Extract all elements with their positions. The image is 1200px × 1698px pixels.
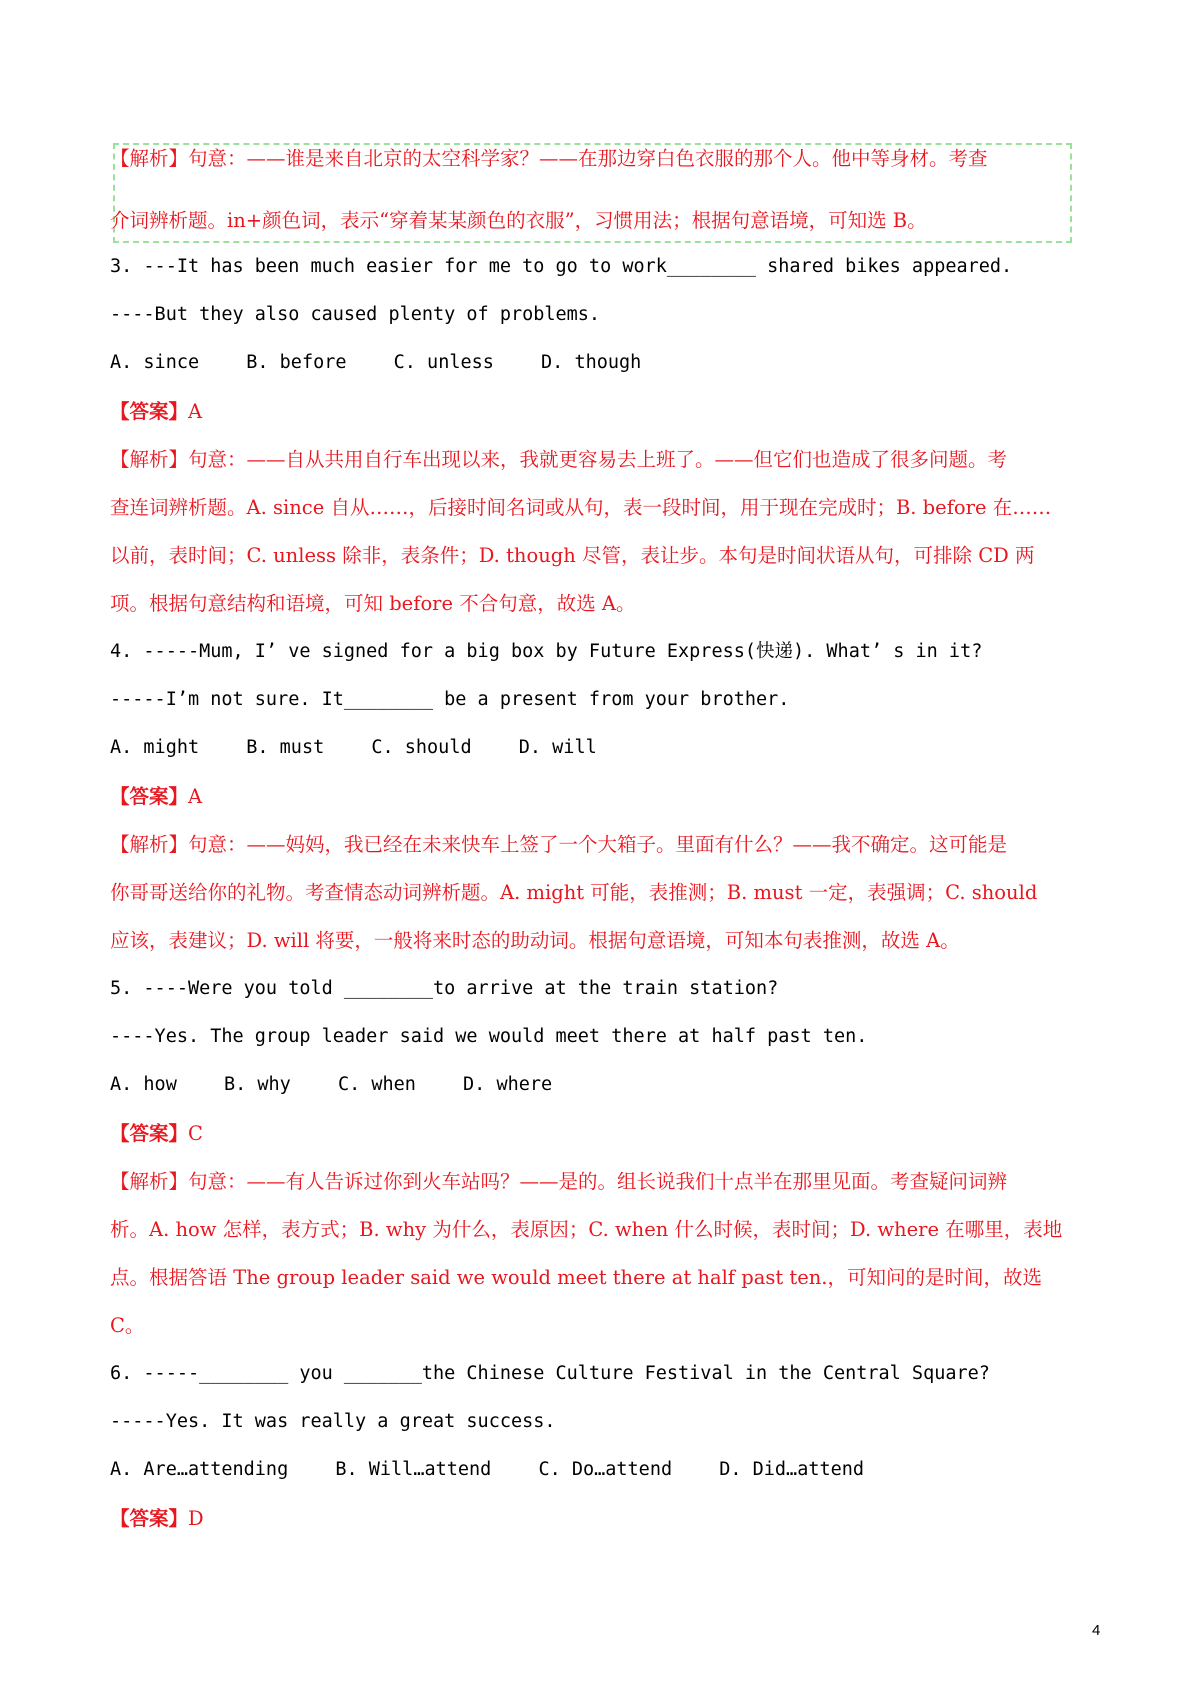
question-6-answer xyxy=(110,1504,204,1534)
question-5-options xyxy=(110,1070,588,1100)
answer-value: A xyxy=(188,400,203,423)
option: B. before xyxy=(246,352,347,373)
question-3-options xyxy=(110,348,677,378)
question-5-analysis-line: 析。A. how 怎样，表方式；B. why 为什么，表原因；C. when 什么时候，表时间；D. where 在哪里，表地 xyxy=(110,1218,1063,1241)
option: D. though xyxy=(541,352,642,373)
question-3-reply: ----But they also caused plenty of problems. xyxy=(110,304,601,325)
option: A. how xyxy=(110,1074,177,1095)
option: C. Do…attend xyxy=(538,1459,673,1480)
question-4-analysis-line: 应该，表建议；D. will 将要，一般将来时态的助动词。根据句意语境，可知本句表推测，故选 A。 xyxy=(110,929,960,952)
question-5-analysis-line: 【解析】句意：——有人告诉过你到火车站吗？——是的。组长说我们十点半在那里见面。考查疑问词辨 xyxy=(110,1170,1008,1193)
question-6-prompt: 6. -----________ you _______the Chinese Culture Festival in the Central Square? xyxy=(110,1363,990,1384)
option: A. since xyxy=(110,352,200,373)
prev-analysis-line: 介词辨析题。in+颜色词，表示“穿着某某颜色的衣服”，习惯用法；根据句意语境，可知选 B。 xyxy=(110,209,927,232)
answer-value: C xyxy=(188,1122,203,1145)
question-4-reply: -----I’m not sure. It________ be a present from your brother. xyxy=(110,689,790,710)
option: B. must xyxy=(246,737,325,758)
question-4-analysis-line: 【解析】句意：——妈妈，我已经在未来快车上签了一个大箱子。里面有什么？——我不确定。这可能是 xyxy=(110,833,1008,856)
option: D. Did…attend xyxy=(719,1459,865,1480)
answer-label: 【答案】 xyxy=(110,1507,189,1530)
question-4-answer xyxy=(110,782,202,812)
answer-value: A xyxy=(188,785,203,808)
option: B. why xyxy=(223,1074,291,1095)
question-3-answer xyxy=(110,397,202,427)
prev-analysis-line: 【解析】句意：——谁是来自北京的太空科学家？——在那边穿白色衣服的那个人。他中等身材。考查 xyxy=(110,147,988,170)
question-3-analysis-line: 项。根据句意结构和语境，可知 before 不合句意，故选 A。 xyxy=(110,592,636,615)
option: B. Will…attend xyxy=(335,1459,492,1480)
question-4-prompt: 4. -----Mum, I’ ve signed for a big box by Future Express(快递). What’ s in it? xyxy=(110,641,983,662)
question-5-reply: ----Yes. The group leader said we would meet there at half past ten. xyxy=(110,1026,868,1047)
option: A. might xyxy=(110,737,200,758)
option: C. should xyxy=(371,737,472,758)
option: D. where xyxy=(463,1074,553,1095)
answer-label: 【答案】 xyxy=(110,785,189,808)
question-3-analysis-line: 以前，表时间；C. unless 除非，表条件；D. though 尽管，表让步。本句是时间状语从句，可排除 CD 两 xyxy=(110,544,1035,567)
option: C. when xyxy=(337,1074,416,1095)
question-3-analysis-line: 查连词辨析题。A. since 自从……，后接时间名词或从句，表一段时间，用于现在完成时；B. before 在…… xyxy=(110,496,1052,519)
option: C. unless xyxy=(393,352,494,373)
answer-value: D xyxy=(188,1507,204,1530)
question-4-analysis-line: 你哥哥送给你的礼物。考查情态动词辨析题。A. might 可能，表推测；B. must 一定，表强调；C. should xyxy=(110,881,1038,904)
question-3-analysis-line: 【解析】句意：——自从共用自行车出现以来，我就更容易去上班了。——但它们也造成了很多问题。考 xyxy=(110,448,1008,471)
option: D. will xyxy=(518,737,597,758)
question-5-analysis-line: 点。根据答语 The group leader said we would meet there at half past ten.，可知问的是时间，故选 xyxy=(110,1266,1043,1289)
answer-label: 【答案】 xyxy=(110,1122,189,1145)
question-6-options xyxy=(110,1455,900,1485)
answer-label: 【答案】 xyxy=(110,400,189,423)
question-5-answer xyxy=(110,1119,203,1149)
question-3-prompt: 3. ---It has been much easier for me to go to work________ shared bikes appeared. xyxy=(110,256,1013,277)
question-6-reply: -----Yes. It was really a great success. xyxy=(110,1411,556,1432)
question-5-analysis-line: C。 xyxy=(110,1314,145,1337)
question-4-options xyxy=(110,733,633,763)
page-number: 4 xyxy=(1092,1622,1101,1639)
question-5-prompt: 5. ----Were you told ________to arrive at the train station? xyxy=(110,978,779,999)
option: A. Are…attending xyxy=(110,1459,289,1480)
